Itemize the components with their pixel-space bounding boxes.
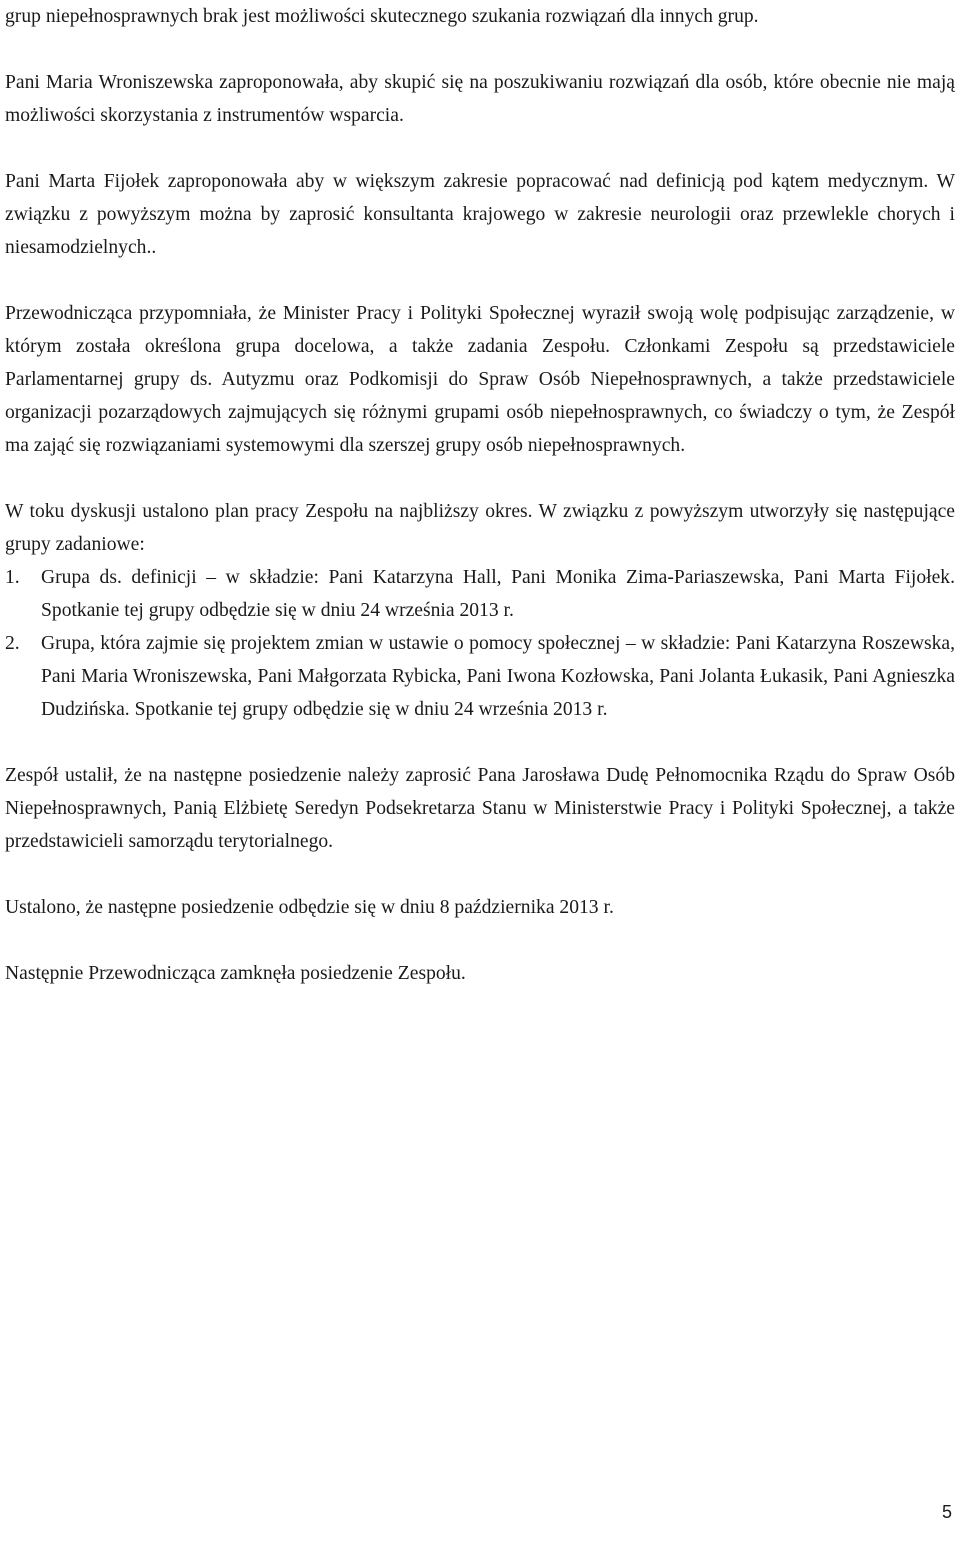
paragraph-next-meeting-guests: Zespół ustalił, że na następne posiedzenie należy zaprosić Pana Jarosława Dudę Pełnomocnika Rządu do Spraw Osób Niepełnosprawnych, Panią Elżbietę Seredyn Podsekretarza Stanu w Ministerstwie Pracy i Polityki Społecznej, a także przedstawicieli samorządu terytorialnego. xyxy=(5,765,955,852)
paragraph-wroniszewska-proposal: Pani Maria Wroniszewska zaproponowała, aby skupić się na poszukiwaniu rozwiązań dla osób, które obecnie nie mają możliwości skorzystania z instrumentów wsparcia. xyxy=(5,72,955,126)
paragraph-continuation: grup niepełnosprawnych brak jest możliwości skutecznego szukania rozwiązań dla innych grup. xyxy=(5,6,759,27)
list-item xyxy=(5,561,955,627)
paragraph-meeting-closed: Następnie Przewodnicząca zamknęła posiedzenie Zespołu. xyxy=(5,963,466,984)
list-item xyxy=(5,627,955,726)
paragraph-fijolek-proposal: Pani Marta Fijołek zaproponowała aby w większym zakresie popracować nad definicją pod kątem medycznym. W związku z powyższym można by zaprosić konsultanta krajowego w zakresie neurologii oraz przewlekle chorych i niesamodzielnych.. xyxy=(5,171,955,258)
paragraph-next-meeting-date: Ustalono, że następne posiedzenie odbędzie się w dniu 8 października 2013 r. xyxy=(5,897,614,918)
task-groups-list xyxy=(5,561,955,726)
paragraph-chair-reminder: Przewodnicząca przypomniała, że Minister Pracy i Polityki Społecznej wyraził swoją wolę podpisując zarządzenie, w którym została określona grupa docelowa, a także zadania Zespołu. Członkami Zespołu są przedstawiciele Parlamentarnej grupy ds. Autyzmu oraz Podkomisji do Spraw Osób Niepełnosprawnych, a także przedstawiciele organizacji pozarządowych zajmujących się różnymi grupami osób niepełnosprawnych, co świadczy o tym, że Zespół ma zająć się rozwiązaniami systemowymi dla szerszej grupy osób niepełnosprawnych. xyxy=(5,303,955,456)
list-item-number: 2. xyxy=(5,633,20,654)
paragraph-work-plan: W toku dyskusji ustalono plan pracy Zespołu na najbliższy okres. W związku z powyższym utworzyły się następujące grupy zadaniowe: xyxy=(5,501,955,555)
page-number: 5 xyxy=(941,1502,952,1522)
document-page xyxy=(5,0,955,1023)
list-item-text: Grupa, która zajmie się projektem zmian w ustawie o pomocy społecznej – w składzie: Pani Katarzyna Roszewska, Pani Maria Wroniszewska, Pani Małgorzata Rybicka, Pani Iwona Kozłowska, Pani Jolanta Łukasik, Pani Agnieszka Dudzińska. Spotkanie tej grupy odbędzie się w dniu 24 września 2013 r. xyxy=(41,633,955,720)
list-item-text: Grupa ds. definicji – w składzie: Pani Katarzyna Hall, Pani Monika Zima-Pariaszewska, Pani Marta Fijołek. Spotkanie tej grupy odbędzie się w dniu 24 września 2013 r. xyxy=(41,567,955,621)
list-item-number: 1. xyxy=(5,567,20,588)
